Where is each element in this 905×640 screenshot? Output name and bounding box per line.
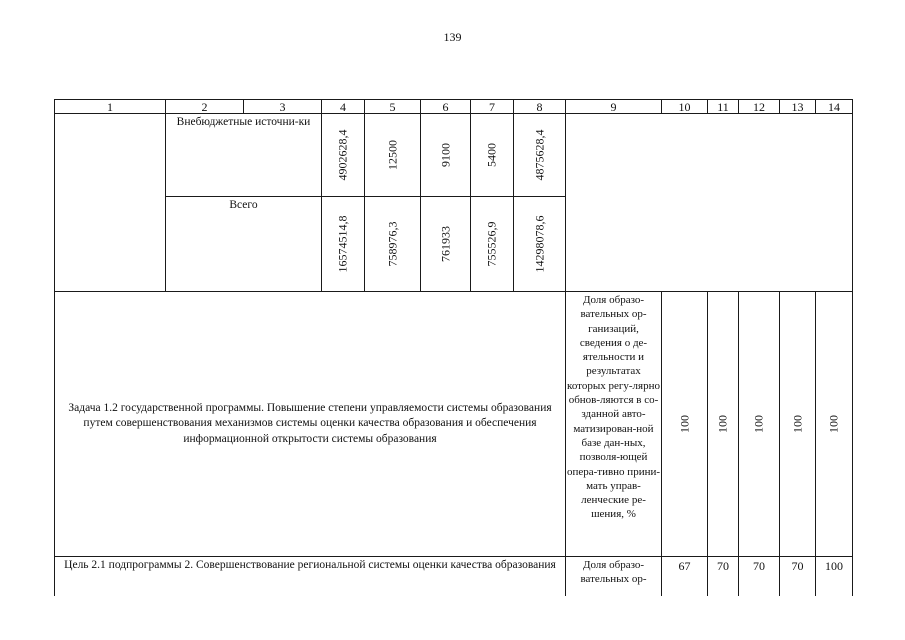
value-text: 758976,3 (385, 221, 399, 267)
col-header-3: 3 (243, 99, 322, 114)
value-text: 4902628,4 (335, 129, 350, 181)
value-text: 5400 (484, 143, 499, 167)
col-header-10: 10 (661, 99, 708, 114)
col-header-6: 6 (420, 99, 471, 114)
goal-2-1-col14: 100 (815, 556, 853, 596)
total-col8 (513, 196, 566, 292)
task-1-2-col14 (815, 291, 853, 557)
extra-budget-col6 (420, 113, 471, 197)
value-text: 100 (751, 415, 766, 433)
page-number: 139 (443, 30, 462, 44)
col-header-9: 9 (565, 99, 662, 114)
value-text: 9100 (438, 143, 452, 167)
value-text: 12500 (385, 140, 399, 170)
extra-budget-col4 (321, 113, 365, 197)
total-col7 (470, 196, 514, 292)
col-header-14: 14 (815, 99, 853, 114)
col-header-11: 11 (707, 99, 739, 114)
goal-2-1-col10: 67 (661, 556, 708, 596)
task-1-2-col12 (738, 291, 780, 557)
col-header-5: 5 (364, 99, 421, 114)
task-1-2-indicator: Доля образо-вательных ор-ганизаций, сведения о де-ятельности и результатах которых регу-лярно обнов-ляются в со-зданной авто-матизирован-ной базе дан-ных, позволя-ющей опера-тивно прини-мать управ-ленческие ре-шения, % (565, 291, 662, 557)
value-text: 761933 (438, 226, 452, 262)
goal-2-1-text: Цель 2.1 подпрограммы 2. Совершенствование региональной системы оценки качества образования (54, 556, 566, 596)
extra-budget-col8 (513, 113, 566, 197)
value-text: 14298078,6 (532, 215, 546, 273)
value-text: 4875628,4 (532, 129, 546, 181)
task-1-2-text: Задача 1.2 государственной программы. Повышение степени управляемости системы образования путем совершенствования механизмов системы оценки качества образования и обеспечения информационной открытости системы образования (54, 291, 566, 557)
total-col5 (364, 196, 421, 292)
task-1-2-col10 (661, 291, 708, 557)
total-col4 (321, 196, 365, 292)
total-col6 (420, 196, 471, 292)
value-text: 100 (826, 415, 841, 433)
task-1-2-col13 (779, 291, 816, 557)
task-1-2-col11 (707, 291, 739, 557)
col-header-7: 7 (470, 99, 514, 114)
col-header-4: 4 (321, 99, 365, 114)
col-header-12: 12 (738, 99, 780, 114)
extra-budget-col5 (364, 113, 421, 197)
col-header-1: 1 (54, 99, 166, 114)
goal-2-1-col13: 70 (779, 556, 816, 596)
value-text: 100 (790, 415, 804, 433)
col-header-2: 2 (165, 99, 244, 114)
goal-2-1-col12: 70 (738, 556, 780, 596)
extra-budget-col7 (470, 113, 514, 197)
indicator-blank-cell (565, 113, 853, 292)
goal-2-1-indicator: Доля образо-вательных ор- (565, 556, 662, 596)
value-text: 100 (677, 415, 691, 433)
source-label-extra-budget: Внебюджетные источни-ки (165, 113, 322, 197)
value-text: 16574514,8 (335, 215, 350, 273)
col-header-8: 8 (513, 99, 566, 114)
col-header-13: 13 (779, 99, 816, 114)
col1-blank-cell (54, 113, 166, 292)
source-label-total: Всего (165, 196, 322, 292)
value-text: 100 (715, 415, 730, 433)
value-text: 755526,9 (484, 221, 499, 267)
goal-2-1-col11: 70 (707, 556, 739, 596)
